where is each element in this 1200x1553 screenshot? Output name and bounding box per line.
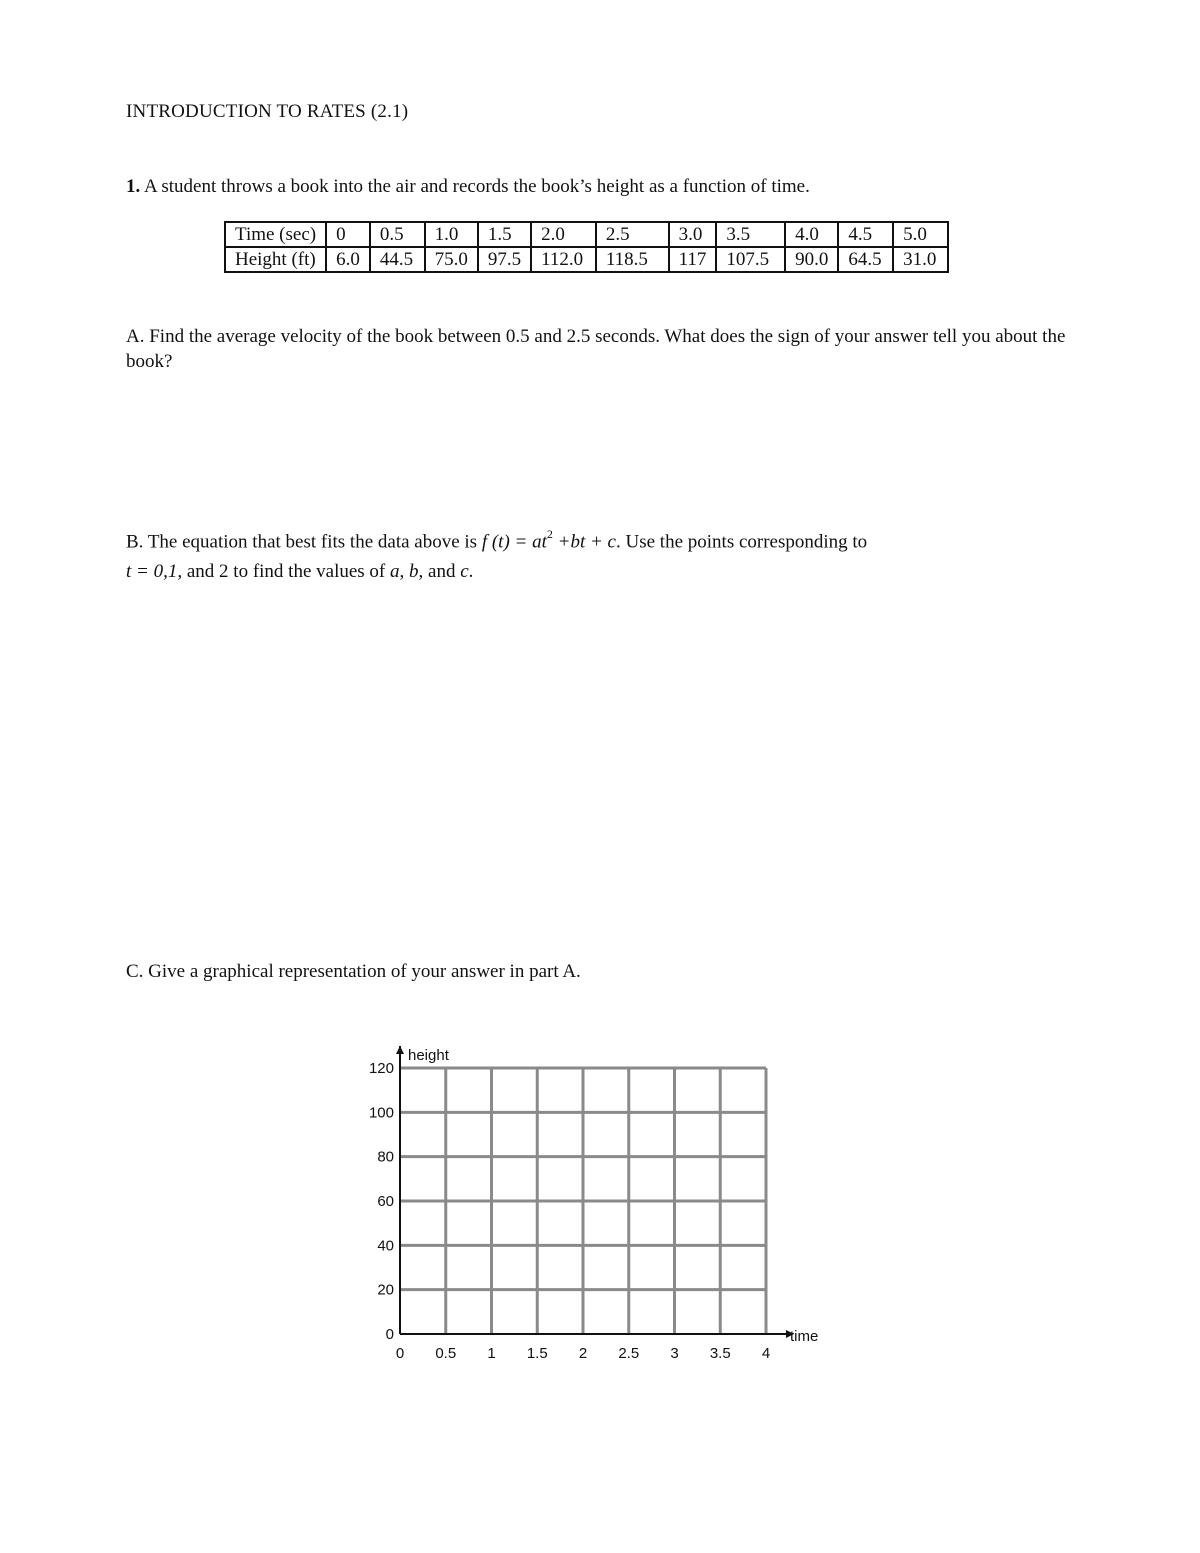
x-tick-label: 3.5 [709, 1345, 731, 1362]
x-tick-label: 0.5 [435, 1345, 457, 1362]
table-cell: 0.5 [370, 222, 425, 247]
x-tick-label: 3 [670, 1345, 679, 1362]
x-tick-label: 1.5 [526, 1345, 548, 1362]
part-a-question: A. Find the average velocity of the book between 0.5 and 2.5 seconds. What does the sign of your answer tell you about the book? [126, 326, 1066, 372]
part-b-suffix: . Use the points corresponding to [616, 531, 868, 553]
table-cell: 75.0 [425, 247, 478, 272]
y-tick-label: 40 [377, 1237, 394, 1255]
table-cell: 4.5 [838, 222, 893, 247]
table-row-time [225, 222, 948, 247]
y-tick-label: 0 [385, 1326, 394, 1343]
page-title: INTRODUCTION TO RATES (2.1) [126, 101, 409, 122]
x-tick-label: 4 [761, 1345, 771, 1362]
y-tick-label: 20 [377, 1281, 394, 1299]
y-tick-label: 60 [377, 1193, 394, 1210]
row-header: Time (sec) [225, 222, 326, 247]
y-tick-label: 120 [368, 1060, 394, 1077]
part-c-question: C. Give a graphical representation of your answer in part A. [126, 961, 581, 982]
table-cell: 118.5 [596, 247, 669, 272]
table-cell: 5.0 [893, 222, 948, 247]
part-b-prefix: B. The equation that best fits the data above is [126, 531, 482, 553]
data-table [224, 221, 949, 273]
table-cell: 3.0 [669, 222, 717, 247]
y-axis-arrow-icon [396, 1046, 404, 1054]
table-cell: 1.0 [425, 222, 478, 247]
part-b-line2-text: and 2 to find the values of [182, 561, 391, 582]
table-cell: 97.5 [478, 247, 531, 272]
period: . [468, 561, 474, 582]
equation-rhs: +bt + c [552, 531, 616, 553]
part-b-question-line2 [126, 561, 473, 583]
var-b: b [409, 561, 419, 582]
separator: , [399, 561, 410, 582]
table-cell: 6.0 [326, 247, 370, 272]
graph-grid [355, 1040, 835, 1370]
separator: , and [418, 561, 461, 582]
x-tick-labels [396, 1345, 770, 1362]
question-text: A student throws a book into the air and records the book’s height as a function of time. [140, 176, 810, 197]
table-cell: 2.0 [531, 222, 596, 247]
table-cell: 44.5 [370, 247, 425, 272]
question-1 [126, 176, 810, 198]
equation-exponent: 2 [546, 527, 553, 541]
t-values: t = 0,1, [126, 561, 183, 582]
axes [396, 1046, 794, 1338]
y-tick-label: 100 [368, 1104, 394, 1122]
table-cell: 117 [669, 247, 717, 272]
var-a: a [390, 561, 400, 582]
y-axis-label: height [408, 1047, 449, 1064]
y-tick-labels [369, 1060, 394, 1343]
row-header: Height (ft) [225, 247, 326, 272]
table-cell: 31.0 [893, 247, 948, 272]
x-axis-label: time [790, 1328, 819, 1345]
x-tick-label: 1 [487, 1345, 496, 1362]
x-tick-label: 2.5 [618, 1345, 640, 1362]
question-number: 1. [126, 176, 141, 197]
table-cell: 2.5 [596, 222, 669, 247]
y-tick-label: 80 [377, 1148, 394, 1166]
table-cell: 3.5 [716, 222, 785, 247]
table-cell: 90.0 [785, 247, 838, 272]
part-b-question-line1 [126, 529, 867, 553]
table-cell: 0 [326, 222, 370, 247]
table-cell: 64.5 [838, 247, 893, 272]
table-cell: 1.5 [478, 222, 531, 247]
x-tick-label: 2 [578, 1345, 588, 1362]
table-cell: 107.5 [716, 247, 785, 272]
var-c: c [460, 561, 469, 582]
table-row-height [225, 247, 948, 272]
equation-lhs: f (t) = at [481, 531, 547, 553]
x-tick-label: 0 [395, 1345, 405, 1362]
table-cell: 4.0 [785, 222, 838, 247]
grid-lines [400, 1068, 766, 1334]
table-cell: 112.0 [531, 247, 596, 272]
